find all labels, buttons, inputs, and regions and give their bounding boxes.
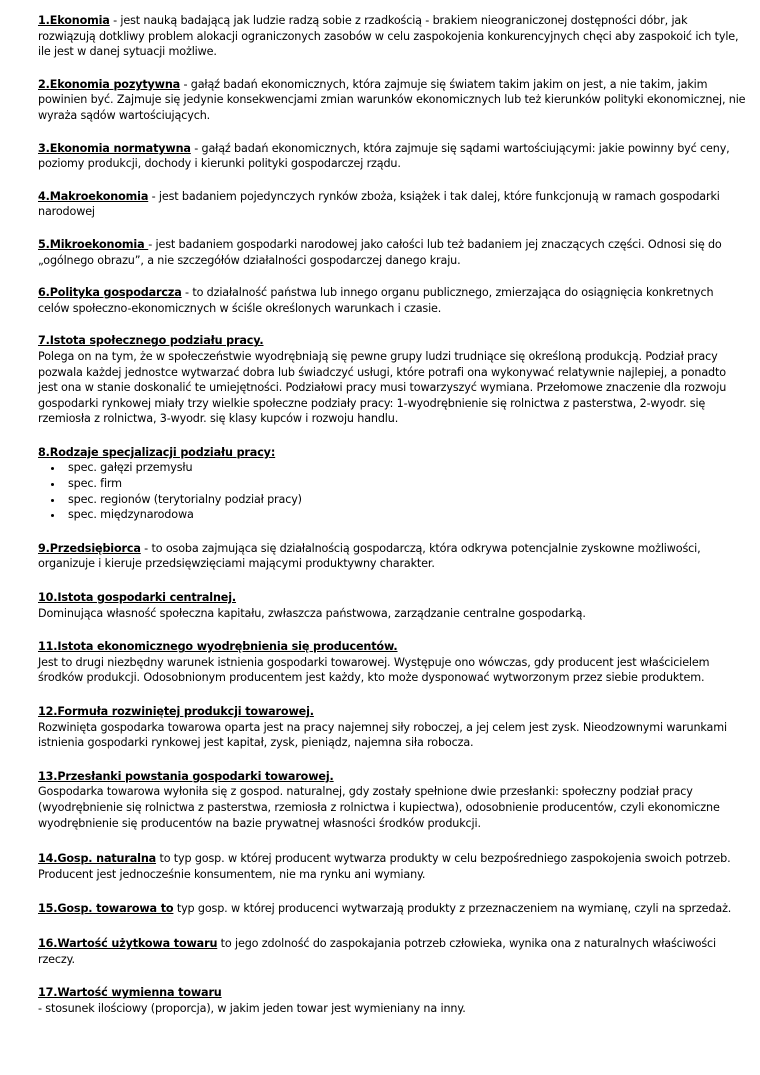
entry-17 xyxy=(38,985,748,1016)
entry-term: 1.Ekonomia xyxy=(38,14,110,27)
entry-definition: - to osoba zajmująca się działalnością gospodarczą, która odkrywa potencjalnie zyskowne możliwości, organizuje i kieruje przedsięwzięciami mającymi produktywny charakter. xyxy=(38,541,701,571)
entry-heading: 10.Istota gospodarki centralnej. xyxy=(38,591,237,605)
entry-definition: to typ gosp. w której producent wytwarza produkty w celu bezpośredniego zaspokojenia swoich potrzeb. Producent jest jednocześnie konsumentem, nie ma rynku ani wymiany. xyxy=(38,852,731,881)
document-page xyxy=(38,13,748,1016)
entry-term: 9.Przedsiębiorca xyxy=(38,541,141,555)
entry-definition: - jest badaniem pojedynczych rynków zboża, książek i tak dalej, które funkcjonują w ramach gospodarki narodowej xyxy=(38,189,720,219)
entry-5 xyxy=(38,237,748,268)
entry-4 xyxy=(38,189,748,220)
entry-3 xyxy=(38,141,748,172)
entry-term: 3.Ekonomia normatywna xyxy=(38,141,191,155)
entry-definition: - gałąź badań ekonomicznych, która zajmuje się sądami wartościującymi: jakie powinny być ceny, poziomy produkcji, dochody i kierunki polityki gospodarczej rządu. xyxy=(38,141,730,171)
entry-heading: 11.Istota ekonomicznego wyodrębnienia się producentów. xyxy=(38,640,398,654)
list-item: • spec. regionów (terytorialny podział pracy) xyxy=(64,492,748,508)
entry-definition: Jest to drugi niezbędny warunek istnienia gospodarki towarowej. Występuje ono wówczas, gdy producent jest właścicielem środków produkcji. Odosobnionym producentem jest każdy, kto może dysponować wytworzonym przez siebie produktem. xyxy=(38,655,710,685)
entry-14 xyxy=(38,851,748,882)
entry-heading: 17.Wartość wymienna towaru xyxy=(38,986,222,1000)
list-item: • spec. firm xyxy=(64,476,748,492)
entry-term: 16.Wartość użytkowa towaru xyxy=(38,936,218,950)
entry-11 xyxy=(38,639,748,686)
entry-definition: - to działalność państwa lub innego organu publicznego, zmierzająca do osiągnięcia konkretnych celów społeczno-ekonomicznych w ściśle określonych warunkach i czasie. xyxy=(38,286,714,315)
entry-13 xyxy=(38,769,748,831)
entry-7 xyxy=(38,333,748,427)
entry-definition: Gospodarka towarowa wyłoniła się z gospod. naturalnej, gdy zostały spełnione dwie przesłanki: społeczny podział pracy (wyodrębnienie się rolnictwa z pasterstwa, rzemiosła z rolnictwa i kupiectwa), odosobnienie producentów, czyli ekonomiczne wyodrębnienie się producentów na bazie prywatnej własności środków produkcji. xyxy=(38,785,720,830)
entry-12 xyxy=(38,704,748,751)
entry-definition: - gałąź badań ekonomicznych, która zajmuje się światem takim jakim on jest, a nie takim, jakim powinien być. Zajmuje się jedynie konsekwencjami zmian warunków ekonomicznych lub też kierunków polityki ekonomicznej, nie wyraża sądów wartościujących. xyxy=(38,77,746,122)
entry-term: 2.Ekonomia pozytywna xyxy=(38,77,181,91)
entry-definition: - stosunek ilościowy (proporcja), w jakim jeden towar jest wymieniany na inny. xyxy=(38,1001,466,1015)
entry-15 xyxy=(38,901,748,917)
entry-definition: - jest nauką badającą jak ludzie radzą sobie z rzadkością - brakiem nieograniczonej dostępności dóbr, jak rozwiązują dotkliwy problem alokacji ograniczonych zasobów w celu zaspokojenia konkurencyjnych chęci aby zaspokoić ich tyle, ile jest w danej sytuacji możliwe. xyxy=(38,14,739,59)
entry-2 xyxy=(38,77,748,124)
entry-8 xyxy=(38,445,748,523)
entry-heading: 8.Rodzaje specjalizacji podziału pracy: xyxy=(38,445,276,459)
entry-definition: Polega on na tym, że w społeczeństwie wyodrębniają się pewne grupy ludzi trudniące się określoną produkcją. Podział pracy pozwala każdej jednostce wytwarzać dobra lub świadczyć usługi, które potrafi ona wykonywać relatywnie najlepiej, a ponadto jest ona w stanie doskonalić te umiejętności. Podziałowi pracy musi towarzyszyć wymiana. Przełomowe znaczenie dla rozwoju gospodarki rynkowej miały trzy wielkie społeczne podziały pracy: 1-wyodrębnienie się rolnictwa z pasterstwa, 2-wyodr. się rzemiosła z rolnictwa, 3-wyodr. się klasy kupców i rozwoju handlu. xyxy=(38,349,727,426)
entry-6 xyxy=(38,285,748,316)
entry-term: 5.Mikroekonomia xyxy=(38,237,149,251)
entry-term: 15.Gosp. towarowa to xyxy=(38,902,174,916)
entry-term: 4.Makroekonomia xyxy=(38,189,149,203)
entry-1 xyxy=(38,13,748,60)
list-item: • spec. gałęzi przemysłu xyxy=(64,460,748,476)
entry-heading: 13.Przesłanki powstania gospodarki towarowej. xyxy=(38,769,334,783)
entry-10 xyxy=(38,590,748,621)
specialization-list xyxy=(38,460,748,522)
entry-term: 6.Polityka gospodarcza xyxy=(38,286,182,300)
entry-definition: - jest badaniem gospodarki narodowej jako całości lub też badaniem jej znaczących części. Odnosi się do „ogólnego obrazu”, a nie szczegółów działalności gospodarczej danego kraju. xyxy=(38,237,722,267)
entry-16 xyxy=(38,936,748,967)
entry-heading: 7.Istota społecznego podziału pracy. xyxy=(38,334,264,348)
entry-definition: Dominująca własność społeczna kapitału, zwłaszcza państwowa, zarządzanie centralne gospodarką. xyxy=(38,606,586,620)
entry-heading: 12.Formuła rozwiniętej produkcji towarowej. xyxy=(38,705,314,718)
entry-definition: Rozwinięta gospodarka towarowa oparta jest na pracy najemnej siły roboczej, a jej celem jest zysk. Nieodzownymi warunkami istnienia gospodarki rynkowej jest kapitał, zysk, pieniądz, najemna siła robocza. xyxy=(38,720,727,750)
entry-definition: to jego zdolność do zaspokajania potrzeb człowieka, wynika ona z naturalnych właściwości rzeczy. xyxy=(38,936,716,966)
entry-term: 14.Gosp. naturalna xyxy=(38,852,157,866)
entry-definition: typ gosp. w której producenci wytwarzają produkty z przeznaczeniem na wymianę, czyli na sprzedaż. xyxy=(173,902,732,916)
list-item: • spec. międzynarodowa xyxy=(64,507,748,523)
entry-9 xyxy=(38,541,748,572)
